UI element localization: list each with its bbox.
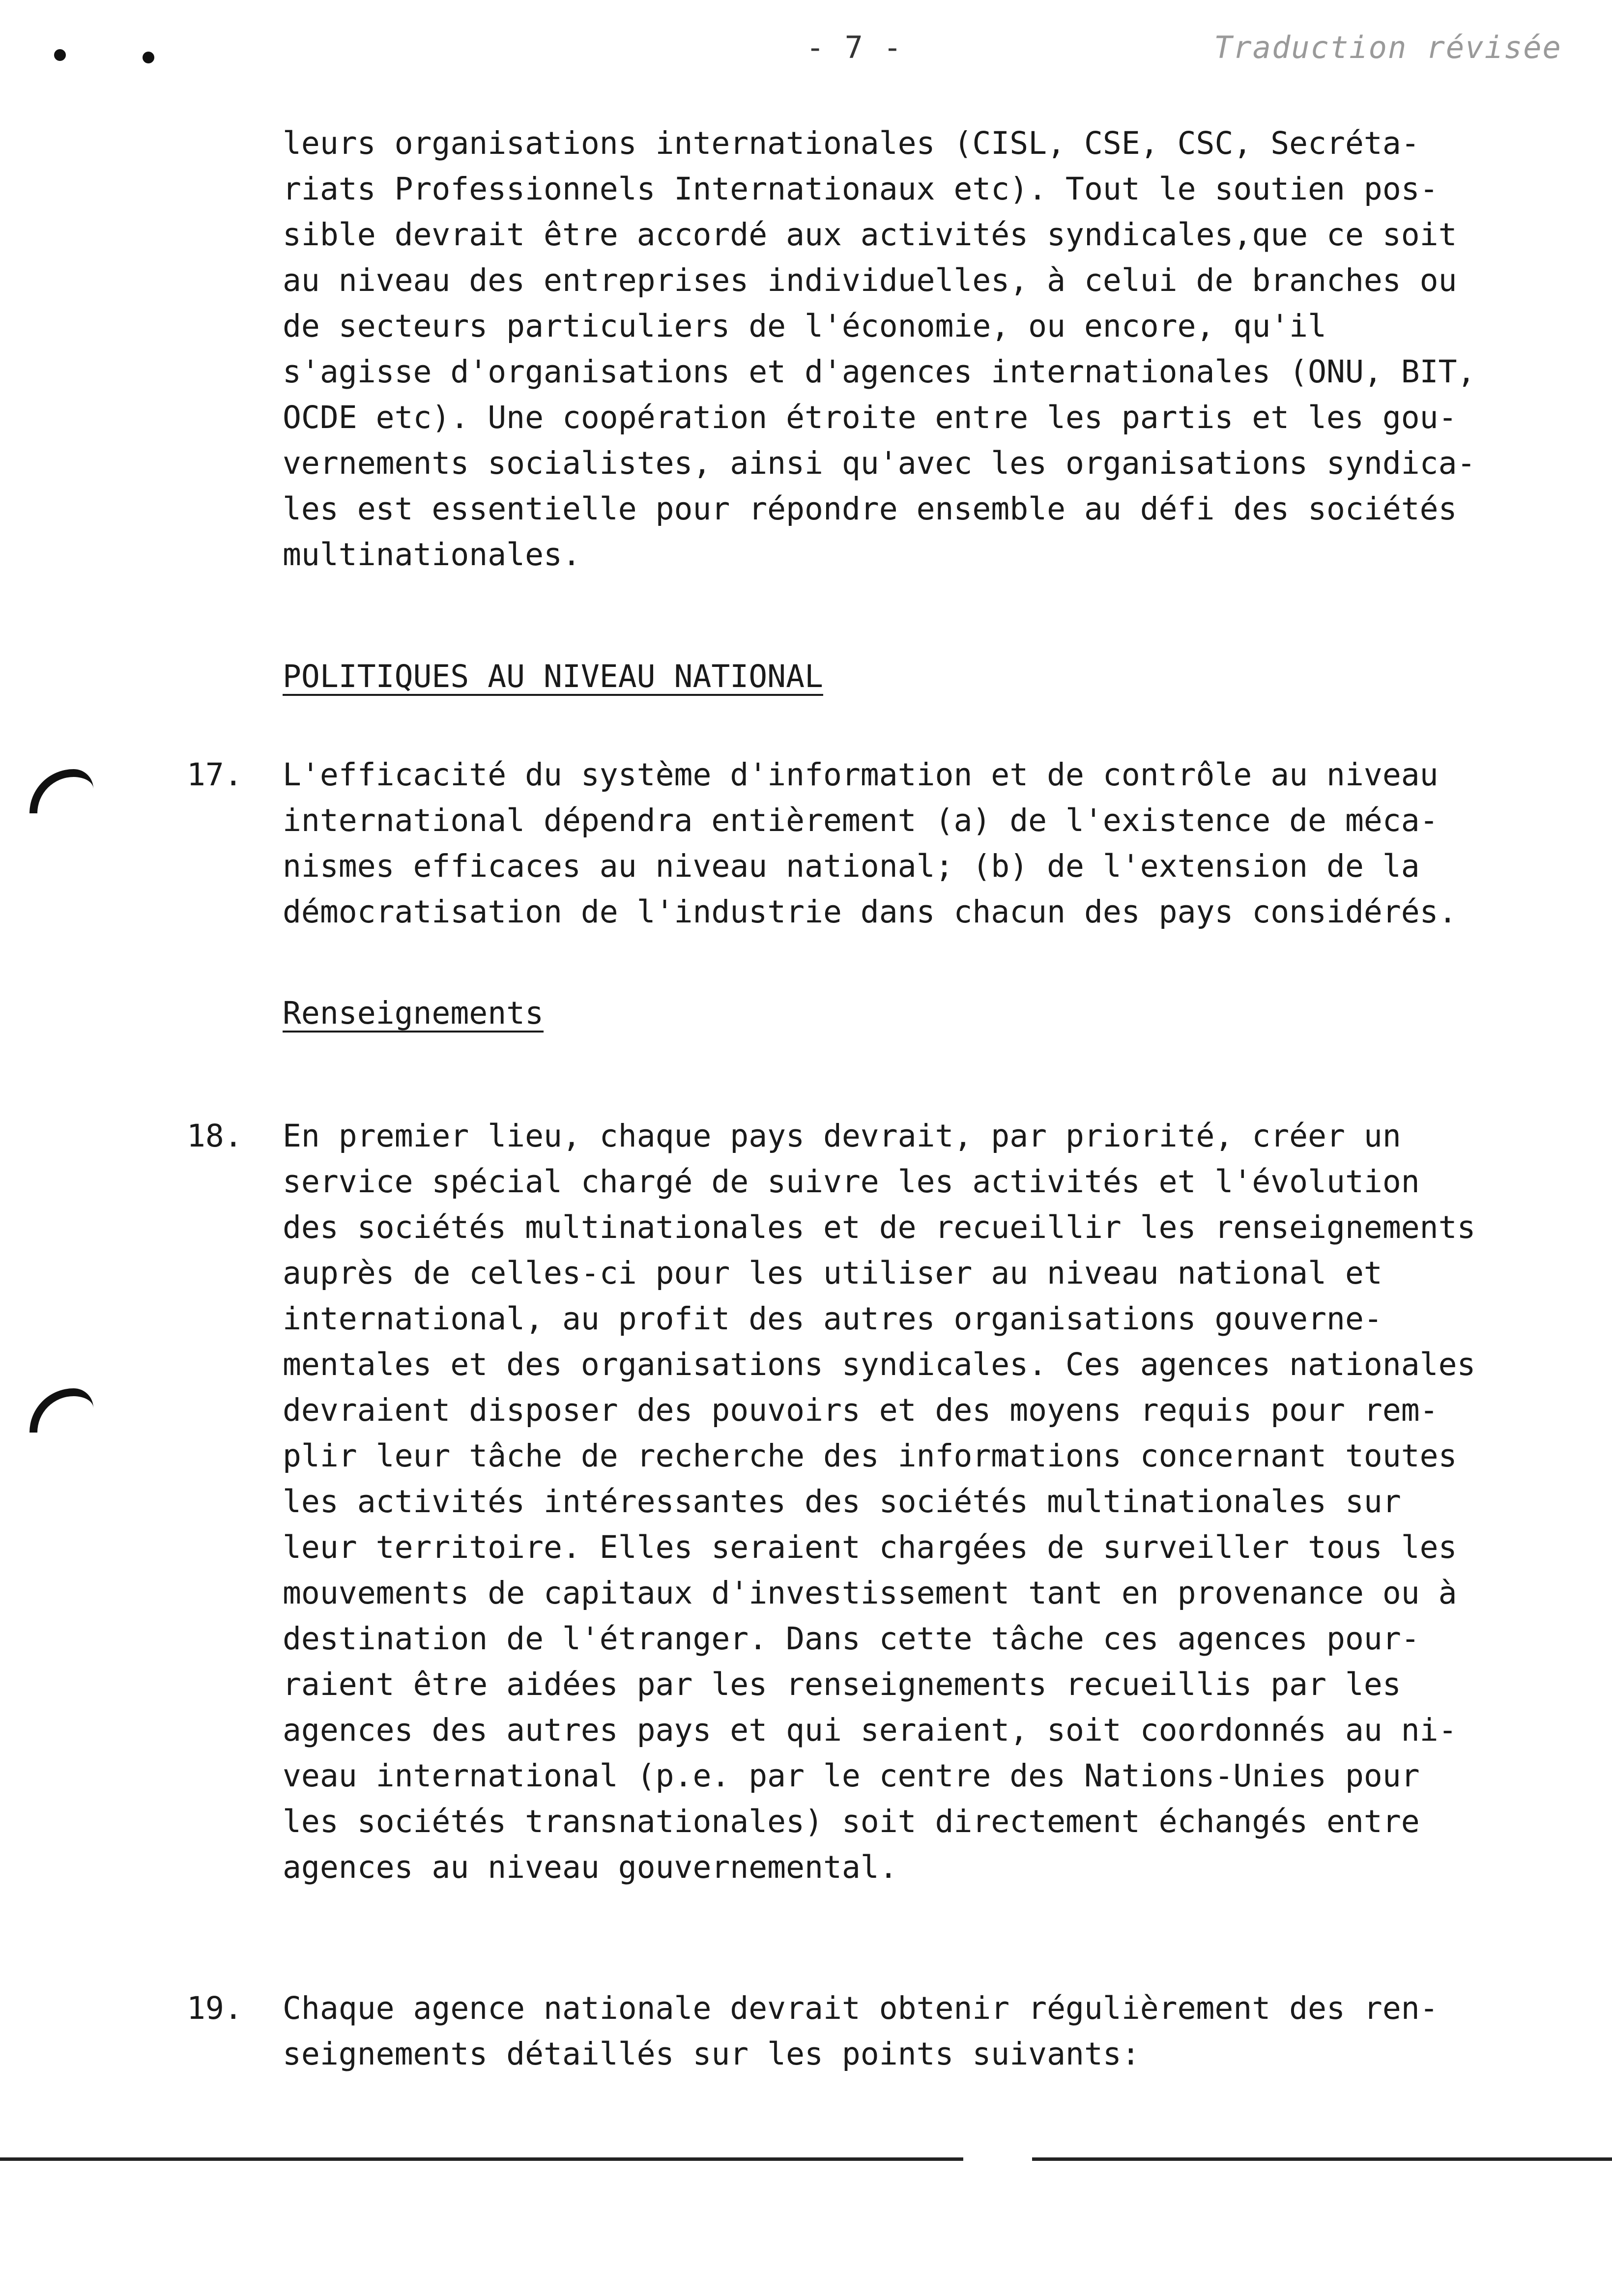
- bottom-page-rule: [0, 2157, 1612, 2161]
- paragraph-number-18: 18.: [187, 1118, 243, 1154]
- intro-paragraph: leurs organisations internationales (CISL, CSE, CSC, Secréta- riats Professionnels Internationaux etc). Tout le soutien pos- sible devrait être accordé aux activités syndicales,que ce soit au niveau des entreprises individuelles, à celui de branches ou de secteurs particuliers de l'économie, ou encore, qu'il s'agisse d'organisations et d'agences internationales (ONU, BIT, OCDE etc). Une coopération étroite entre les partis et les gou- vernements socialistes, ainsi qu'avec les organisations syndica- les est essentielle pour répondre ensemble au défi des sociétés multinationales.: [283, 125, 1476, 573]
- page-number: - 7 -: [806, 29, 903, 65]
- section-heading: POLITIQUES AU NIVEAU NATIONAL: [283, 659, 823, 694]
- paragraph-number-17: 17.: [187, 757, 243, 793]
- staple-mark-lower: [29, 1388, 93, 1433]
- paragraph-19: Chaque agence nationale devrait obtenir régulièrement des ren- seignements détaillés sur les points suivants:: [283, 1990, 1439, 2072]
- paragraph-number-19: 19.: [187, 1990, 243, 2026]
- paragraph-18: En premier lieu, chaque pays devrait, par priorité, créer un service spécial chargé de suivre les activités et l'évolution des sociétés multinationales et de recueillir les renseignements auprès de celles-ci pour les utiliser au niveau national et international, au profit des autres organisations gouverne- mentales et des organisations syndicales. Ces agences nationales devraient disposer des pouvoirs et des moyens requis pour rem- plir leur tâche de recherche des informations concernant toutes les activités intéressantes des sociétés multinationales sur leur territoire. Elles seraient chargées de surveiller tous les mouvements de capitaux d'investissement tant en provenance ou à destination de l'étranger. Dans cette tâche ces agences pour- raient être aidées par les renseignements recueillis par les agences des autres pays et qui seraient, soit coordonnés au ni- veau international (p.e. par le centre des Nations-Unies pour les sociétés transnationales) soit directement échangés entre agences au niveau gouvernemental.: [283, 1118, 1476, 1885]
- translation-note: Traduction révisée: [1214, 29, 1562, 65]
- staple-mark-upper: [29, 769, 93, 813]
- punch-hole-mark-left: [54, 49, 66, 61]
- paragraph-17: L'efficacité du système d'information et de contrôle au niveau international dépendra entièrement (a) de l'existence de méca- nismes efficaces au niveau national; (b) de l'extension de la démocratisation de l'industrie dans chacun des pays considérés.: [283, 757, 1457, 930]
- punch-hole-mark-right: [143, 52, 154, 63]
- bottom-rule-gap: [963, 2155, 1032, 2163]
- subheading-renseignements: Renseignements: [283, 995, 544, 1031]
